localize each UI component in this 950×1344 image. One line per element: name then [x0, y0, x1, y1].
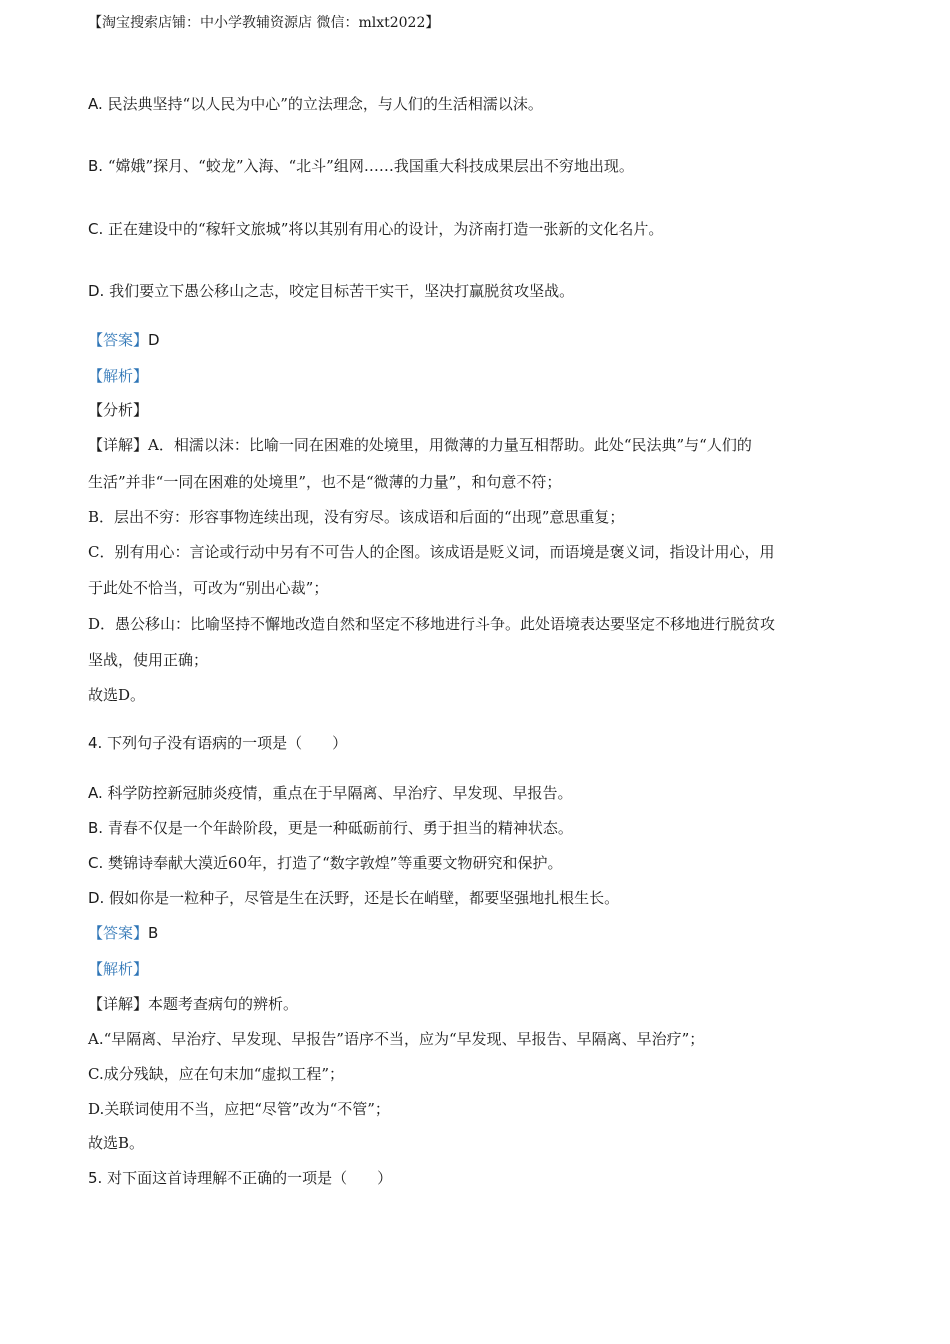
option-text: 青春不仅是一个年龄阶段，更是一种砥砺前行、勇于担当的精神状态。	[107, 819, 573, 837]
question-number: 4.	[88, 734, 103, 752]
answer-value: B	[148, 924, 159, 942]
q3-detail-c-line2: 于此处不恰当，可改为“别出心裁”；	[88, 579, 329, 597]
question-text: 对下面这首诗理解不正确的一项是（ ）	[107, 1169, 393, 1187]
option-letter: B.	[88, 157, 104, 175]
shop-info-text: 【淘宝搜索店铺：中小学教辅资源店 微信：mlxt2022】	[88, 15, 440, 31]
option-letter: C.	[88, 854, 104, 872]
q3-option-a	[88, 94, 543, 114]
q3-detail-a-line2: 生活”并非“一同在困难的处境里”，也不是“微薄的力量”，和句意不符；	[88, 473, 562, 491]
option-text: 假如你是一粒种子，尽管是生在沃野，还是长在峭壁，都要坚强地扎根生长。	[109, 889, 620, 907]
option-text: 樊锦诗奉献大漠近60年，打造了“数字敦煌”等重要文物研究和保护。	[108, 854, 563, 872]
q4-detail-c: C.成分残缺，应在句末加“虚拟工程”；	[88, 1065, 345, 1083]
q3-detail-d-line1: D．愚公移山：比喻坚持不懈地改造自然和坚定不移地进行斗争。此处语境表达要坚定不移地进行脱贫攻	[88, 615, 776, 633]
option-letter: A.	[88, 95, 103, 113]
q5-stem	[88, 1168, 392, 1188]
q4-analysis-label: 【解析】	[88, 960, 149, 978]
option-letter: D.	[88, 889, 105, 907]
option-letter: C.	[88, 220, 104, 238]
q4-option-b	[88, 818, 573, 838]
q4-detail-d: D.关联词使用不当，应把“尽管”改为“不管”；	[88, 1100, 390, 1118]
q3-option-b	[88, 156, 634, 176]
page-header	[88, 13, 439, 33]
q4-option-c	[88, 853, 562, 873]
q3-analysis-label: 【解析】	[88, 367, 149, 385]
q3-answer	[88, 330, 160, 350]
option-text: 民法典坚持“以人民为中心”的立法理念，与人们的生活相濡以沫。	[107, 95, 543, 113]
q3-detail-a-line1: 【详解】A．相濡以沫：比喻一同在困难的处境里，用微薄的力量互相帮助。此处“民法典”与“人们的	[88, 436, 752, 454]
q3-detail-d-line2: 坚战，使用正确；	[88, 651, 209, 669]
option-text: 科学防控新冠肺炎疫情，重点在于早隔离、早治疗、早发现、早报告。	[107, 784, 573, 802]
q3-option-c	[88, 219, 663, 239]
question-number: 5.	[88, 1169, 103, 1187]
answer-label: 【答案】	[88, 924, 149, 942]
q3-detail-b: B．层出不穷：形容事物连续出现，没有穷尽。该成语和后面的“出现”意思重复；	[88, 508, 625, 526]
q3-option-d	[88, 281, 574, 301]
option-letter: D.	[88, 282, 105, 300]
q4-stem	[88, 733, 347, 753]
q4-answer	[88, 923, 158, 943]
q4-option-a	[88, 783, 573, 803]
q4-detail-a: A.“早隔离、早治疗、早发现、早报告”语序不当，应为“早发现、早报告、早隔离、早治疗”；	[88, 1030, 705, 1048]
q3-detail-c-line1: C．别有用心：言论或行动中另有不可告人的企图。该成语是贬义词，而语境是褒义词，指设计用心，用	[88, 543, 775, 561]
option-text: “嫦娥”探月、“蛟龙”入海、“北斗”组网……我国重大科技成果层出不穷地出现。	[107, 157, 634, 175]
q4-conclusion: 故选B。	[88, 1134, 145, 1152]
answer-value: D	[148, 331, 160, 349]
answer-label: 【答案】	[88, 331, 149, 349]
option-text: 我们要立下愚公移山之志，咬定目标苦干实干，坚决打赢脱贫攻坚战。	[109, 282, 575, 300]
q3-conclusion: 故选D。	[88, 686, 146, 704]
q3-fenxi-label: 【分析】	[88, 401, 149, 419]
question-text: 下列句子没有语病的一项是（ ）	[107, 734, 348, 752]
option-letter: B.	[88, 819, 104, 837]
option-letter: A.	[88, 784, 103, 802]
option-text: 正在建设中的“稼轩文旅城”将以其别有用心的设计，为济南打造一张新的文化名片。	[108, 220, 664, 238]
q4-option-d	[88, 888, 619, 908]
q4-detail-intro: 【详解】本题考查病句的辨析。	[88, 995, 299, 1013]
